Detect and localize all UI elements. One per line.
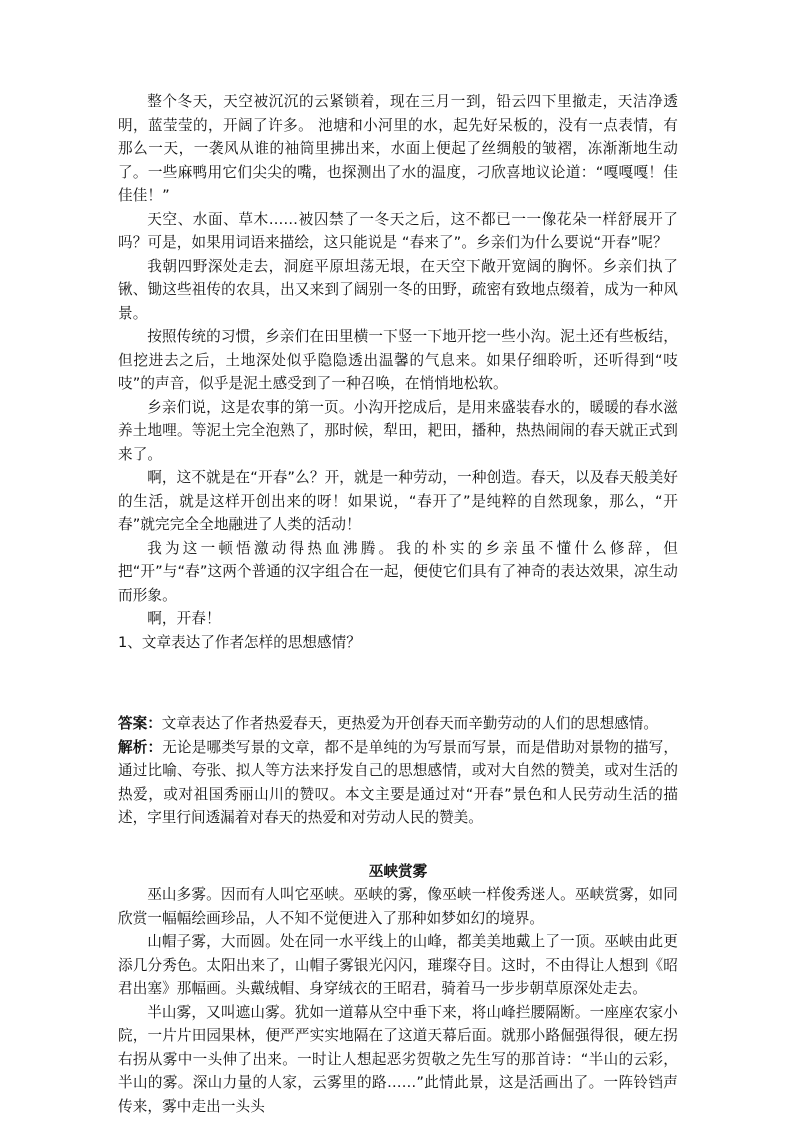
question-1: 1、文章表达了作者怎样的思想感情？ (118, 633, 361, 651)
article-paragraph: 啊，开春！ (147, 610, 221, 627)
article-paragraph: 乡亲们说，这是农事的第一页。小沟开挖成后，是用来盛装春水的，暖暖的春水滋养土地哩。等泥土完全泡熟了，那时候，犁田，耙田，播种，热热闹闹的春天就正式到来了。 (118, 398, 678, 463)
analysis-text: 无论是哪类写景的文章，都不是单纯的为写景而写景，而是借助对景物的描写，通过比喻、夸张、拟人等方法来抒发自己的思想感情，或对大自然的赞美，或对生活的热爱，或对祖国秀丽山川的赞叹。本文主要是通过对“开春”景色和人民劳动生活的描述，字里行间透漏着对春天的热爱和对劳动人民的赞美。 (118, 738, 678, 826)
answer-text: 文章表达了作者热爱春天，更热爱为开创春天而辛勤劳动的人们的思想感情。 (161, 715, 658, 732)
analysis-label: 解析： (118, 738, 163, 756)
article-paragraph: 按照传统的习惯，乡亲们在田里横一下竖一下地开挖一些小沟。泥土还有些板结，但挖进去之后，土地深处似乎隐隐透出温馨的气息来。如果仔细聆听，还听得到“吱吱”的声音，似乎是泥土感受到了一种召唤，在悄悄地松软。 (118, 328, 678, 392)
article-paragraph: 巫山多雾。因而有人叫它巫峡。巫峡的雾，像巫峡一样俊秀迷人。巫峡赏雾，如同欣赏一幅幅绘画珍品，人不知不觉便进入了那种如梦如幻的境界。 (118, 886, 678, 927)
article-kaichun (118, 90, 678, 631)
analysis-block (118, 736, 678, 830)
article-paragraph: 啊，这不就是在“开春”么？开，就是一种劳动，一种创造。春天，以及春天般美好的生活，就是这样开创出来的呀！如果说，“春开了”是纯粹的自然现象，那么，“开春”就完完全全地融进了人类的活动！ (118, 469, 678, 533)
article-paragraph: 我朝四野深处走去，洞庭平原坦荡无垠，在天空下敞开宽阔的胸怀。乡亲们执了锹、锄这些祖传的农具，出又来到了阔别一冬的田野，疏密有致地点缀着，成为一种风景。 (118, 257, 678, 322)
article-paragraph: 半山雾，又叫遮山雾。犹如一道幕从空中垂下来，将山峰拦腰隔断。一座座农家小院，一片片田园果林，便严严实实地隔在了这道天幕后面。就那小路倔强得很，硬左拐右拐从雾中一头伸了出来。一时让人想起恶劣贺敬之先生写的那首诗：“半山的云彩，半山的雾。深山力量的人家，云雾里的路……”此情此景，这是活画出了。一阵铃铛声传来，雾中走出一头头 (118, 1003, 678, 1115)
answer-label: 答案： (118, 715, 162, 732)
article-paragraph: 天空、水面、草木……被囚禁了一冬天之后，这不都已一一像花朵一样舒展开了吗？可是，如果用词语来描绘，这只能说是 “春来了”。乡亲们为什么要说“开春”呢？ (118, 210, 678, 251)
article-paragraph: 山帽子雾，大而圆。处在同一水平线上的山峰，都美美地戴上了一顶。巫峡由此更添几分秀色。太阳出来了，山帽子雾银光闪闪，璀璨夺目。这时，不由得让人想到《昭君出塞》那幅画。头戴绒帽、身穿绒衣的王昭君，骑着马一步步朝草原深处走去。 (118, 933, 678, 997)
answer-space (118, 654, 678, 712)
article-wuxia (118, 883, 678, 1118)
article-paragraph: 整个冬天，天空被沉沉的云紧锁着，现在三月一到，铅云四下里撤走，天洁净透明，蓝莹莹的，开阔了许多。 池塘和小河里的水，起先好呆板的，没有一点表情，有那么一天，一袭风从谁的袖筒里拂出来，水面上便起了丝绸般的皱褶，冻渐渐地生动了。一些麻鸭用它们尖尖的嘴，也探测出了水的温度，刁欣喜地议论道：“嘎嘎嘎！佳佳佳！” (118, 93, 678, 204)
article-paragraph: 我为这一顿悟激动得热血沸腾。我的朴实的乡亲虽不懂什么修辞，但把“开”与“春”这两个普通的汉字组合在一起，便使它们具有了神奇的表达效果，凉生动而形象。 (118, 539, 678, 604)
article-title: 巫峡赏雾 (368, 862, 428, 880)
document-page (118, 90, 678, 1118)
answer-block (118, 712, 678, 736)
